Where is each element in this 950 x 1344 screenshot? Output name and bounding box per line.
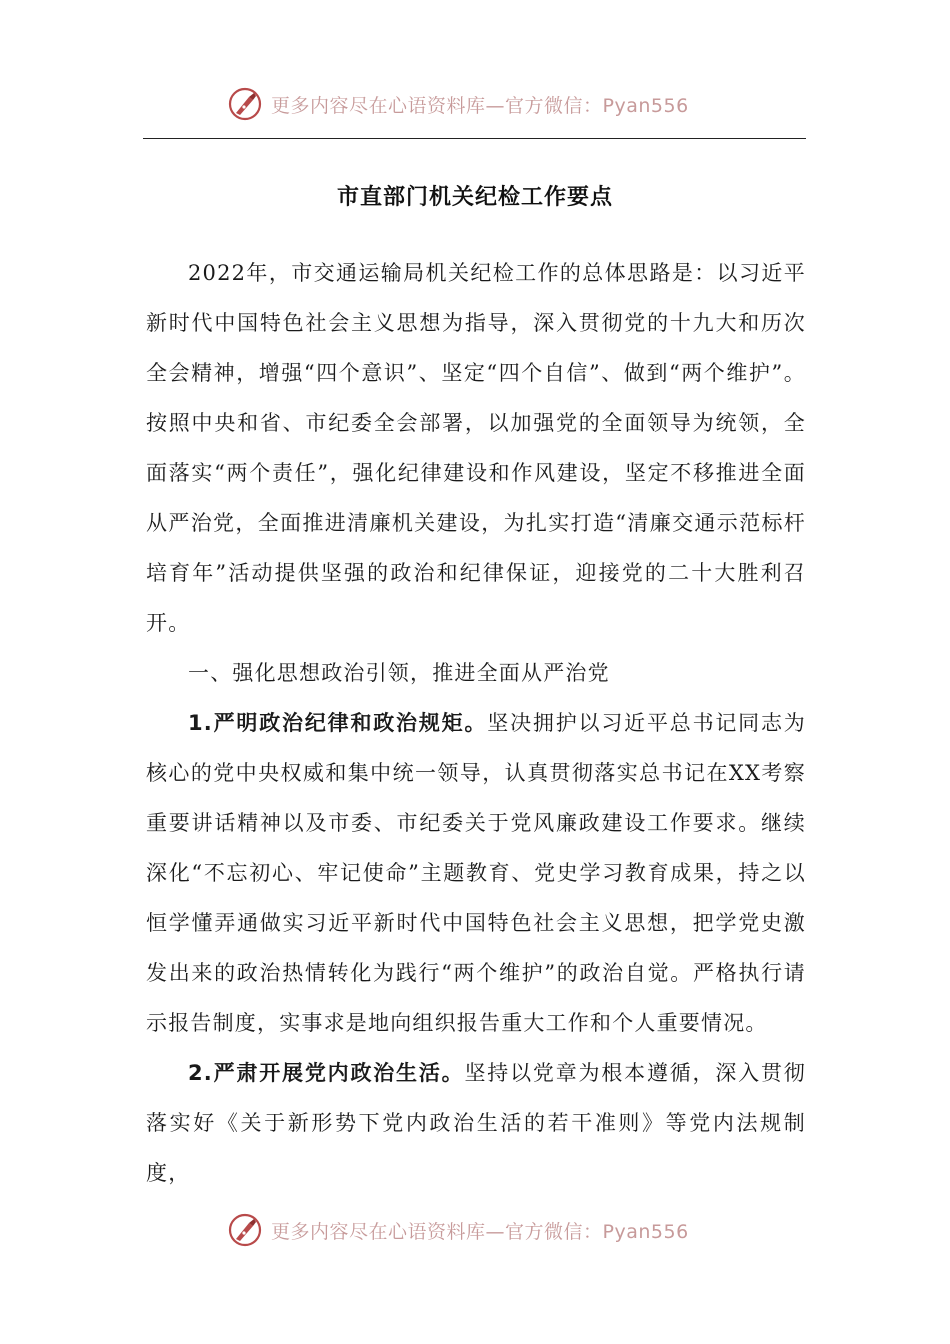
item-2-body: 坚持以党章为根本遵循，深入贯彻落实好《关于新形势下党内政治生活的若干准则》等党内法规制度， [146,1061,806,1185]
item-1-lead: 1.严明政治纪律和政治规矩。 [188,711,488,735]
header-rule [143,138,806,139]
intro-paragraph: 2022年，市交通运输局机关纪检工作的总体思路是：以习近平新时代中国特色社会主义思想为指导，深入贯彻党的十九大和历次全会精神，增强“四个意识”、坚定“四个自信”、做到“两个维护”。按照中央和省、市纪委全会部署，以加强党的全面领导为统领，全面落实“两个责任”，强化纪律建设和作风建设，坚定不移推进全面从严治党，全面推进清廉机关建设，为扎实打造“清廉交通示范标杆培育年”活动提供坚强的政治和纪律保证，迎接党的二十大胜利召开。 [146,261,806,635]
watermark-text: 更多内容尽在心语资料库—官方微信：Pyan556 [271,1220,689,1243]
document-body [146,248,806,1198]
watermark-text: 更多内容尽在心语资料库—官方微信：Pyan556 [271,94,689,117]
document-title: 市直部门机关纪检工作要点 [336,185,613,210]
pen-nib-circle-icon [227,1212,263,1248]
pen-nib-circle-icon [227,86,263,122]
item-1-paragraph [146,698,806,1048]
item-1-body: 坚决拥护以习近平总书记同志为核心的党中央权威和集中统一领导，认真贯彻落实总书记在XX考察重要讲话精神以及市委、市纪委关于党风廉政建设工作要求。继续深化“不忘初心、牢记使命”主题教育、党史学习教育成果，持之以恒学懂弄通做实习近平新时代中国特色社会主义思想，把学党史激发出来的政治热情转化为践行“两个维护”的政治自觉。严格执行请示报告制度，实事求是地向组织报告重大工作和个人重要情况。 [146,711,806,1035]
item-2-lead: 2.严肃开展党内政治生活。 [188,1061,465,1085]
watermark-banner-top [0,82,950,126]
watermark-banner-bottom [0,1208,950,1252]
section-1-heading: 一、强化思想政治引领，推进全面从严治党 [188,661,610,685]
item-2-paragraph [146,1048,806,1198]
